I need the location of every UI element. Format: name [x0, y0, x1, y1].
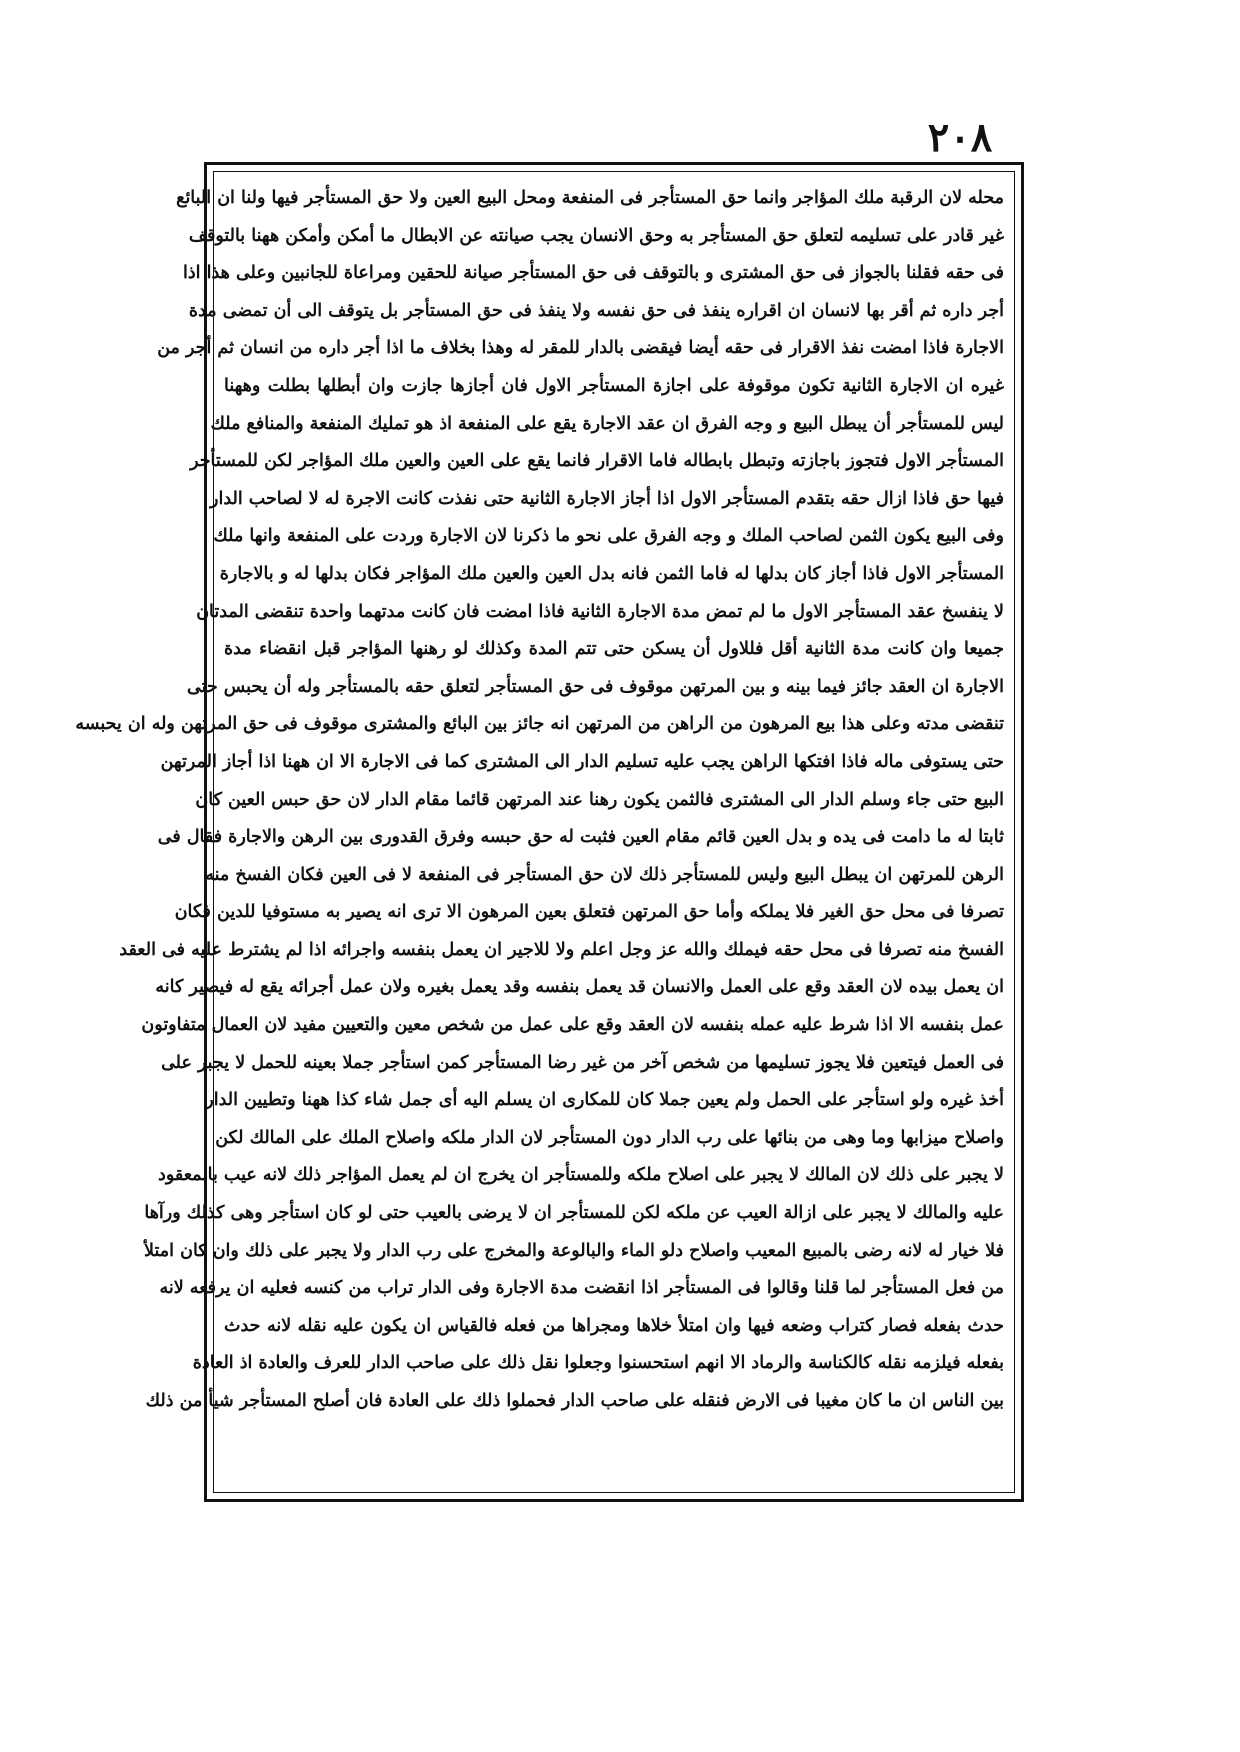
text-line: البيع حتى جاء وسلم الدار الى المشترى فالثمن يكون رهنا عند المرتهن قائما مقام الدار لان حق حبس العين كان	[195, 789, 1004, 810]
text-line: فى العمل فيتعين فلا يجوز تسليمها من شخص آخر من غير رضا المستأجر كمن استأجر جملا بعينه للحمل لا يجبر على	[161, 1052, 1004, 1073]
text-line: محله لان الرقبة ملك المؤاجر وانما حق المستأجر فى المنفعة ومحل البيع العين ولا حق المستأجر فيها ولنا ان البائع	[176, 188, 1004, 208]
text-line: الرهن للمرتهن ان يبطل البيع وليس للمستأجر ذلك لان حق المستأجر فى المنفعة لا فى العين فكان الفسخ منه	[205, 864, 1004, 885]
text-line: حتى يستوفى ماله فاذا افتكها الراهن يجب عليه تسليم الدار الى المشترى كما فى الاجارة الا ان ههنا اذا أجاز المرتهن	[160, 751, 1004, 772]
text-line: المستأجر الاول فتجوز باجازته وتبطل بابطاله فاما الاقرار فانما يقع على العين والعين ملك المؤاجر لكن للمستأجر	[190, 451, 1004, 472]
text-line: جميعا وان كانت مدة الثانية أقل فللاول أن يسكن حتى تتم المدة وكذلك لو رهنها المؤاجر قبل انقضاء مدة	[224, 639, 1004, 660]
page-frame	[75, 162, 1024, 1502]
text-line: عمل بنفسه الا اذا شرط عليه عمله بنفسه لان العقد وقع على عمل من شخص معين والتعيين مفيد لان العمال متفاوتون	[141, 1015, 1004, 1036]
page-number: ٢٠٨	[927, 114, 993, 161]
text-line: تصرفا فى محل حق الغير فلا يملكه وأما حق المرتهن فتعلق بعين المرهون الا ترى انه يصير به مستوفيا للدين فكان	[174, 902, 1004, 923]
text-line: فلا خيار له لانه رضى بالمبيع المعيب واصلاح دلو الماء والبالوعة والمخرج على رب الدار ولا يجبر على ذلك وان كان امتلأ	[144, 1240, 1004, 1261]
text-line: ان يعمل بيده لان العقد وقع على العمل والانسان قد يعمل بنفسه وقد يعمل بغيره ولان عمل أجرائه يقع له فيصير كانه	[155, 977, 1004, 998]
text-line: الفسخ منه تصرفا فى محل حقه فيملك والله عز وجل اعلم ولا للاجير ان يعمل بنفسه واجرائه اذا لم يشترط عليه فى العقد	[119, 939, 1004, 960]
text-line: غيره ان الاجارة الثانية تكون موقوفة على اجازة المستأجر الاول فان أجازها جازت وان أبطلها بطلت وههنا	[224, 375, 1004, 396]
text-line: لا يجبر على ذلك لان المالك لا يجبر على اصلاح ملكه وللمستأجر ان يخرج ان لم يعمل المؤاجر ذلك لانه عيب بالمعقود	[158, 1165, 1004, 1186]
text-line: من فعل المستأجر لما قلنا وقالوا فى المستأجر اذا انقضت مدة الاجارة وفى الدار تراب من كنسه فعليه ان يرفعه لانه	[159, 1278, 1004, 1299]
text-line: وفى البيع يكون الثمن لصاحب الملك و وجه الفرق على نحو ما ذكرنا لان الاجارة وردت على المنفعة وانها ملك	[213, 526, 1004, 547]
text-line: فى حقه فقلنا بالجواز فى حق المشترى و بالتوقف فى حق المستأجر صيانة للحقين ومراعاة للجانبين وعلى هذا اذا	[182, 263, 1004, 284]
text-line: غير قادر على تسليمه لتعلق حق المستأجر به وحق الانسان يجب صيانته عن الابطال ما أمكن وأمكن ههنا بالتوقف	[188, 225, 1004, 246]
text-line: واصلاح ميزابها وما وهى من بنائها على رب الدار دون المستأجر لان الدار ملكه واصلاح الملك على المالك لكن	[215, 1127, 1004, 1148]
body-text	[75, 180, 1004, 1484]
text-line: حدث بفعله فصار كتراب وضعه فيها وان امتلأ خلاها ومجراها من فعله فالقياس ان يكون عليه نقله لانه حدث	[224, 1315, 1004, 1336]
text-line: بين الناس ان ما كان مغيبا فى الارض فنقله على صاحب الدار فحملوا ذلك على العادة فان أصلح المستأجر شيأ من ذلك	[145, 1391, 1004, 1411]
text-line: عليه والمالك لا يجبر على ازالة العيب عن ملكه لكن للمستأجر ان لا يرضى بالعيب حتى لو كان استأجر وهى كذلك ورآها	[144, 1203, 1004, 1224]
text-line: تنقضى مدته وعلى هذا بيع المرهون من الراهن من المرتهن انه جائز بين البائع والمشترى موقوف فى حق المرتهن وله ان يحبسه	[75, 714, 1004, 735]
text-line: الاجارة فاذا امضت نفذ الاقرار فى حقه أيضا فيقضى بالدار للمقر له وهذا بخلاف ما اذا أجر داره من انسان ثم أجر من	[157, 338, 1004, 359]
text-line: أخذ غيره ولو استأجر على الحمل ولم يعين جملا كان للمكارى ان يسلم اليه أى جمل شاء كذا ههنا وتطيين الدار	[205, 1090, 1004, 1111]
text-line: الاجارة ان العقد جائز فيما بينه و بين المرتهن موقوف فى حق المستأجر لتعلق حقه بالمستأجر وله أن يحبس حتى	[187, 676, 1004, 697]
text-line: فيها حق فاذا ازال حقه بتقدم المستأجر الاول اذا أجاز الاجارة الثانية حتى نفذت كانت الاجرة له لا لصاحب الدار	[210, 488, 1004, 509]
page-inner-border	[75, 171, 1015, 1493]
text-line: أجر داره ثم أقر بها لانسان ان اقراره ينفذ فى حق نفسه ولا ينفذ فى حق المستأجر بل يتوقف الى أن تمضى مدة	[188, 300, 1004, 321]
text-line: ليس للمستأجر أن يبطل البيع و وجه الفرق ان عقد الاجارة يقع على المنفعة اذ هو تمليك المنفعة والمنافع ملك	[210, 413, 1004, 434]
text-line: المستأجر الاول فاذا أجاز كان بدلها له فاما الثمن فانه بدل العين والعين ملك المؤاجر فكان بدلها له و بالاجارة	[219, 563, 1004, 584]
text-line: لا ينفسخ عقد المستأجر الاول ما لم تمض مدة الاجارة الثانية فاذا امضت فان كانت مدتهما واحدة تنقضى المدتان	[196, 601, 1004, 622]
text-line: ثابتا له ما دامت فى يده و بدل العين قائم مقام العين فثبت له حق حبسه وفرق القدورى بين الرهن والاجارة فقال فى	[157, 827, 1004, 848]
text-line: بفعله فيلزمه نقله كالكناسة والرماد الا انهم استحسنوا وجعلوا نقل ذلك على صاحب الدار للعرف والعادة اذ العادة	[192, 1353, 1004, 1374]
